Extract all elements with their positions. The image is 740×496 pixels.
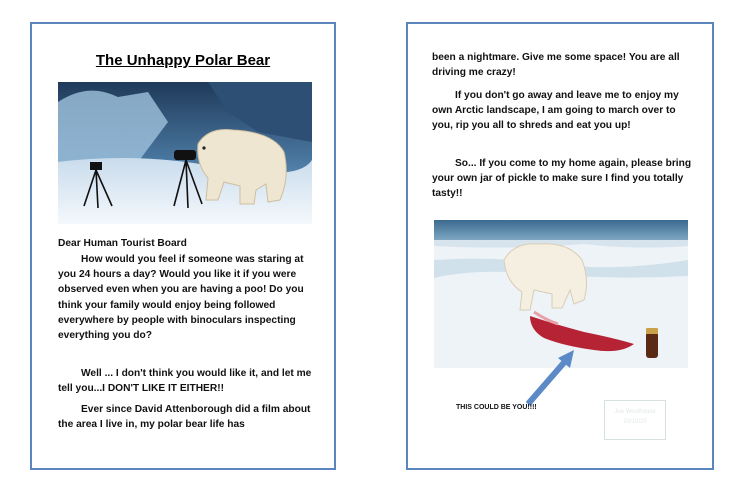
paragraph-1: How would you feel if someone was staring at you 24 hours a day? Would you like it if you were observed even when you are having a poo! Do you think your family would enjoy being followed everywhere by people with binoculars inspecting everything you do? xyxy=(58,254,304,342)
letter-page-2 xyxy=(406,22,714,470)
author-name: Joe Woolhouse xyxy=(614,409,656,415)
photo-caption: THIS COULD BE YOU!!!! xyxy=(456,404,537,411)
letter-page-1 xyxy=(30,22,336,470)
author-stamp xyxy=(604,400,666,440)
page-title: The Unhappy Polar Bear xyxy=(95,52,271,69)
paragraph-pickle: So... If you come to my home again, please bring your own jar of pickle to make sure I find you totally tasty!! xyxy=(432,158,692,200)
paragraph-3: Ever since David Attenborough did a film about the area I live in, my polar bear life has xyxy=(58,404,311,431)
paragraph-2: Well ... I don't think you would like it, and let me tell you...I DON'T LIKE IT EITHER!! xyxy=(58,368,312,395)
paragraph-continued: been a nightmare. Give me some space! You are all driving me crazy! xyxy=(432,52,680,79)
salutation: Dear Human Tourist Board xyxy=(58,238,187,249)
author-date: 20/10/20 xyxy=(623,419,647,425)
paragraph-threat: If you don't go away and leave me to enjoy my own Arctic landscape, I am going to march over to you, rip you all to shreds and eat you up! xyxy=(432,90,679,132)
polar-bear-cameras-photo xyxy=(58,82,312,224)
